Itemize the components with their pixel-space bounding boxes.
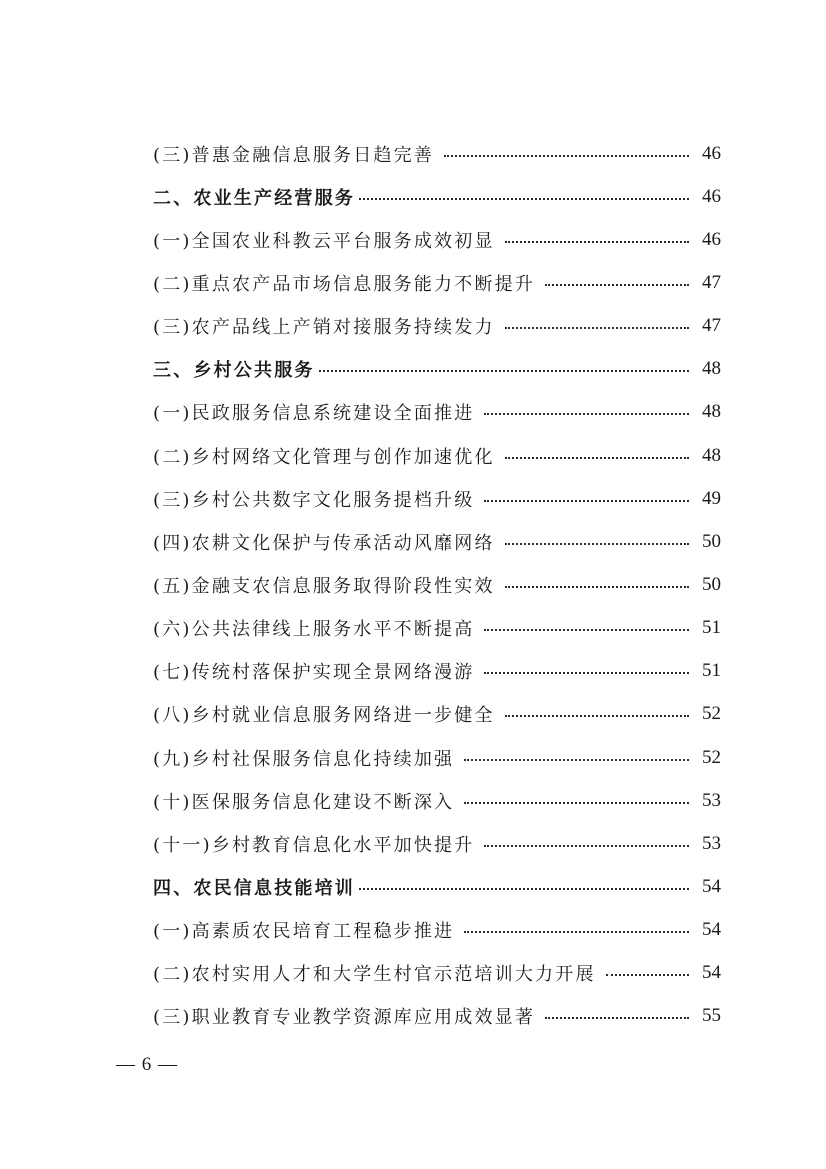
dot-leader <box>359 189 689 207</box>
toc-page-number: 46 <box>702 228 721 250</box>
toc-subsection-title: (八)乡村就业信息服务网络进一步健全 <box>153 705 495 727</box>
dot-leader <box>444 146 689 164</box>
toc-entry[interactable] <box>153 822 721 865</box>
toc-subsection-title: (一)全国农业科教云平台服务成效初显 <box>153 230 495 252</box>
toc-page-number: 54 <box>702 919 721 941</box>
dot-leader <box>464 750 689 768</box>
toc-subsection-title: (十一)乡村教育信息化水平加快提升 <box>153 834 475 856</box>
toc-page-number: 51 <box>702 660 721 682</box>
toc-entry[interactable] <box>153 995 721 1038</box>
toc-page-number: 46 <box>702 142 721 164</box>
toc-entry[interactable] <box>153 434 721 477</box>
toc-entry[interactable] <box>153 520 721 563</box>
toc-entry[interactable] <box>153 779 721 822</box>
toc-entry[interactable] <box>153 218 721 261</box>
dot-leader <box>505 706 689 724</box>
dot-leader <box>464 922 689 940</box>
page-number: — 6 — <box>116 1054 178 1075</box>
toc-subsection-title: (十)医保服务信息化建设不断深入 <box>153 791 455 813</box>
toc-subsection-title: (三)乡村公共数字文化服务提档升级 <box>153 489 475 511</box>
toc-entry[interactable] <box>153 348 721 391</box>
toc-entry[interactable] <box>153 736 721 779</box>
dot-leader <box>359 879 689 897</box>
toc-entry[interactable] <box>153 477 721 520</box>
toc-page-number: 50 <box>702 573 721 595</box>
toc-page-number: 48 <box>702 401 721 423</box>
dot-leader <box>505 534 689 552</box>
toc-subsection-title: (三)农产品线上产销对接服务持续发力 <box>153 317 495 339</box>
toc-subsection-title: (二)农村实用人才和大学生村官示范培训大力开展 <box>153 964 596 986</box>
dot-leader <box>545 275 689 293</box>
toc-page-number: 47 <box>702 315 721 337</box>
toc-page-number: 53 <box>702 832 721 854</box>
toc-page-number: 52 <box>702 746 721 768</box>
toc-page-number: 49 <box>702 487 721 509</box>
toc-subsection-title: (二)重点农产品市场信息服务能力不断提升 <box>153 273 536 295</box>
toc-page-number: 48 <box>702 358 721 380</box>
toc-entry[interactable] <box>153 607 721 650</box>
dot-leader <box>484 491 689 509</box>
toc-entry[interactable] <box>153 650 721 693</box>
toc-entry[interactable] <box>153 563 721 606</box>
toc-page-number: 54 <box>702 962 721 984</box>
toc-section-title: 三、乡村公共服务 <box>153 360 315 382</box>
toc-subsection-title: (九)乡村社保服务信息化持续加强 <box>153 748 455 770</box>
toc-subsection-title: (六)公共法律线上服务水平不断提高 <box>153 619 475 641</box>
dot-leader <box>484 836 689 854</box>
toc-page-number: 55 <box>702 1005 721 1027</box>
dot-leader <box>545 1008 689 1026</box>
toc-entry[interactable] <box>153 909 721 952</box>
toc-subsection-title: (一)高素质农民培育工程稳步推进 <box>153 921 455 943</box>
toc-subsection-title: (二)乡村网络文化管理与创作加速优化 <box>153 446 495 468</box>
toc-entry[interactable] <box>153 175 721 218</box>
toc-page-number: 54 <box>702 875 721 897</box>
dot-leader <box>505 232 689 250</box>
toc-page-number: 50 <box>702 530 721 552</box>
dot-leader <box>484 663 689 681</box>
toc-page-number: 48 <box>702 444 721 466</box>
toc-entry[interactable] <box>153 391 721 434</box>
toc-subsection-title: (三)普惠金融信息服务日趋完善 <box>153 144 435 166</box>
toc-page-number: 46 <box>702 185 721 207</box>
toc-page-number: 53 <box>702 789 721 811</box>
toc-page-number: 52 <box>702 703 721 725</box>
table-of-contents <box>153 132 721 1038</box>
toc-entry[interactable] <box>153 693 721 736</box>
dot-leader <box>319 361 689 379</box>
dot-leader <box>505 448 689 466</box>
dot-leader <box>606 965 689 983</box>
toc-subsection-title: (一)民政服务信息系统建设全面推进 <box>153 403 475 425</box>
toc-subsection-title: (四)农耕文化保护与传承活动风靡网络 <box>153 532 495 554</box>
dot-leader <box>464 793 689 811</box>
toc-entry[interactable] <box>153 261 721 304</box>
toc-page-number: 51 <box>702 617 721 639</box>
dot-leader <box>505 577 689 595</box>
toc-entry[interactable] <box>153 952 721 995</box>
dot-leader <box>484 620 689 638</box>
toc-page-number: 47 <box>702 271 721 293</box>
toc-entry[interactable] <box>153 865 721 908</box>
dot-leader <box>484 404 689 422</box>
toc-subsection-title: (三)职业教育专业教学资源库应用成效显著 <box>153 1007 536 1029</box>
toc-entry[interactable] <box>153 132 721 175</box>
toc-section-title: 四、农民信息技能培训 <box>153 877 355 899</box>
toc-section-title: 二、农业生产经营服务 <box>153 187 355 209</box>
toc-entry[interactable] <box>153 305 721 348</box>
toc-subsection-title: (五)金融支农信息服务取得阶段性实效 <box>153 575 495 597</box>
dot-leader <box>505 318 689 336</box>
toc-subsection-title: (七)传统村落保护实现全景网络漫游 <box>153 662 475 684</box>
